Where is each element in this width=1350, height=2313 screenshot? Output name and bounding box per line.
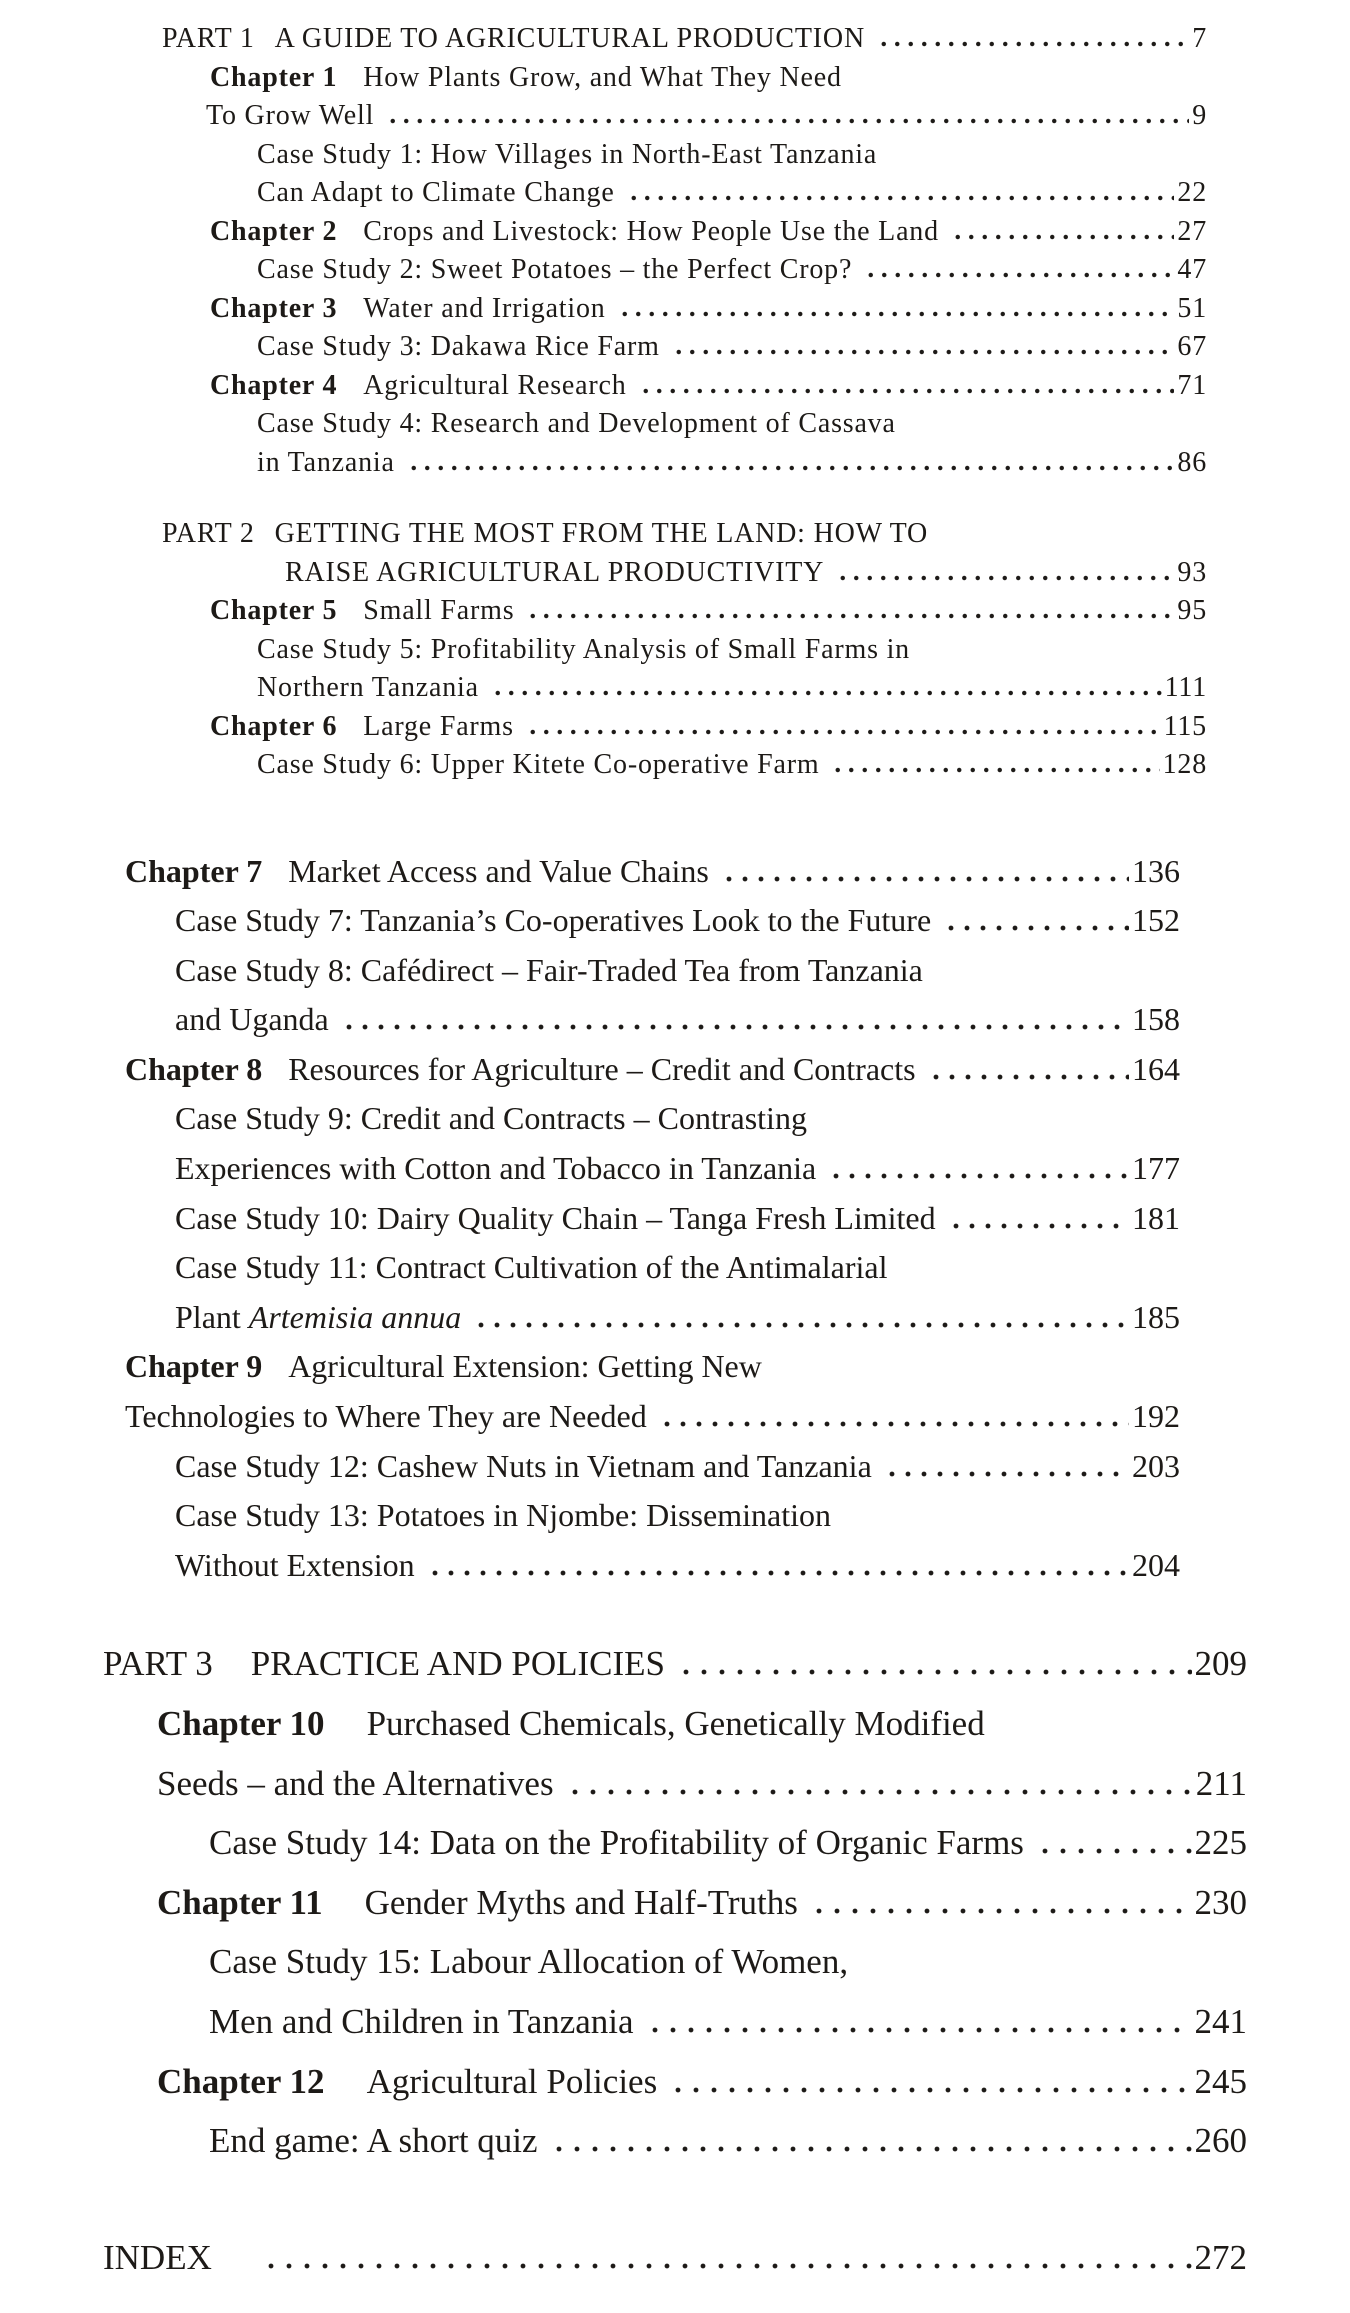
entry-title: Agricultural Policies <box>366 2061 658 2101</box>
dot-leader-line <box>669 347 1175 355</box>
page-number: 204 <box>1132 1546 1180 1583</box>
toc-entry <box>0 294 1350 333</box>
entry-title: Water and Irrigation <box>363 292 606 324</box>
toc-section-chapters-7-9 <box>0 852 1350 1599</box>
entry-title: Case Study 4: Research and Development of Cassava <box>257 408 896 439</box>
entry-title: Can Adapt to Climate Change <box>257 177 615 208</box>
entry-title: Case Study 10: Dairy Quality Chain – Tanga Fresh Limited <box>175 1199 936 1236</box>
page-number: 128 <box>1162 749 1207 780</box>
page-number: 181 <box>1132 1199 1180 1236</box>
page-number: 203 <box>1132 1447 1180 1484</box>
dot-leader-line <box>874 39 1189 47</box>
entry-label: INDEX <box>103 2237 212 2277</box>
entry-title: GETTING THE MOST FROM THE LAND: HOW TO <box>274 518 929 549</box>
toc-entry <box>0 1499 1350 1549</box>
entry-label: Chapter 6 <box>210 710 338 742</box>
entry-title: Case Study 13: Potatoes in Njombe: Dissemination <box>175 1497 831 1534</box>
page-number: 86 <box>1177 446 1207 478</box>
toc-entry <box>0 448 1350 487</box>
entry-title: in Tanzania <box>257 446 395 478</box>
page-number: 67 <box>1177 331 1207 362</box>
page-number: 71 <box>1177 369 1207 401</box>
dot-leader-line <box>615 309 1175 317</box>
page-number: 115 <box>1163 710 1207 742</box>
dot-leader-line <box>1033 1846 1192 1854</box>
toc-section-parts-1-2 <box>0 0 1350 789</box>
toc-entry <box>0 558 1350 597</box>
page-number: 192 <box>1132 1398 1180 1435</box>
dot-leader-line <box>833 573 1174 581</box>
dot-leader-line <box>547 2144 1192 2152</box>
toc-entry <box>0 371 1350 410</box>
toc-entry <box>0 255 1350 294</box>
entry-title: PRACTICE AND POLICIES <box>250 1644 665 1684</box>
toc-entry <box>0 673 1350 712</box>
toc-section-part-3-index <box>0 1646 1350 2299</box>
entry-title: Plant <box>175 1298 249 1335</box>
page-number: 185 <box>1132 1298 1180 1335</box>
entry-title: To Grow Well <box>206 100 375 131</box>
entry-label: Chapter 12 <box>157 2061 325 2101</box>
page-number: 230 <box>1194 1882 1247 1922</box>
toc-entry <box>0 750 1350 789</box>
dot-leader-line <box>404 463 1175 471</box>
entry-label: Chapter 1 <box>210 61 338 93</box>
dot-leader-line <box>656 1419 1129 1427</box>
entry-title: Case Study 8: Cafédirect – Fair-Traded Tea from Tanzania <box>175 951 923 988</box>
entry-label: Chapter 4 <box>210 369 338 401</box>
toc-entry <box>0 1646 1350 1706</box>
toc-entry <box>0 712 1350 751</box>
entry-title: Technologies to Where They are Needed <box>125 1398 647 1435</box>
entry-title: Agricultural Extension: Getting New <box>288 1348 762 1385</box>
entry-label: PART 3 <box>103 1644 213 1684</box>
entry-title: Case Study 7: Tanzania’s Co-operatives Look to the Future <box>175 902 932 939</box>
dot-leader-line <box>383 116 1189 124</box>
entry-title: Case Study 6: Upper Kitete Co-operative Farm <box>257 749 820 780</box>
page-number: 209 <box>1194 1644 1247 1684</box>
dot-leader-line <box>881 1469 1129 1477</box>
toc-entry <box>0 2237 1350 2300</box>
entry-label: Chapter 8 <box>125 1050 263 1087</box>
toc-entry <box>0 1003 1350 1053</box>
entry-title: A GUIDE TO AGRICULTURAL PRODUCTION <box>274 23 865 54</box>
toc-entry <box>0 140 1350 179</box>
entry-title: RAISE AGRICULTURAL PRODUCTIVITY <box>285 556 825 588</box>
dot-leader-line <box>925 1072 1129 1080</box>
entry-title: Case Study 9: Credit and Contracts – Contrasting <box>175 1100 807 1137</box>
entry-title: Purchased Chemicals, Genetically Modified <box>366 1704 985 1743</box>
page-number: 7 <box>1192 23 1207 54</box>
dot-leader-line <box>424 1568 1129 1576</box>
page-number: 177 <box>1132 1150 1180 1187</box>
page-number: 164 <box>1132 1050 1180 1087</box>
dot-leader-line <box>828 765 1159 773</box>
entry-title: Gender Myths and Half-Truths <box>364 1882 798 1922</box>
toc-entry <box>0 1102 1350 1152</box>
toc-entry <box>0 1350 1350 1400</box>
entry-title: Market Access and Value Chains <box>288 852 709 889</box>
page-number: 211 <box>1195 1763 1247 1803</box>
toc-entry <box>0 217 1350 256</box>
entry-title: Case Study 5: Profitability Analysis of Small Farms in <box>257 633 910 665</box>
dot-leader-line <box>718 874 1129 882</box>
page-number: 51 <box>1177 292 1207 324</box>
page-number: 272 <box>1194 2237 1247 2277</box>
page-number: 260 <box>1194 2121 1247 2161</box>
dot-leader-line <box>666 2085 1191 2093</box>
page-number: 95 <box>1177 595 1207 626</box>
toc-entry <box>0 1763 1350 1826</box>
entry-title: Without Extension <box>175 1546 415 1583</box>
toc-entry <box>0 596 1350 635</box>
dot-leader-line <box>807 1906 1192 1914</box>
page-number: 47 <box>1177 254 1207 285</box>
entry-label: Chapter 11 <box>157 1882 323 1922</box>
page-number: 93 <box>1177 556 1207 588</box>
toc-entry <box>0 1546 1350 1599</box>
page-number: 158 <box>1132 1001 1180 1038</box>
entry-title: Experiences with Cotton and Tobacco in Tanzania <box>175 1150 817 1187</box>
dot-leader-line <box>470 1320 1129 1328</box>
entry-title: Case Study 1: How Villages in North-East Tanzania <box>257 138 878 170</box>
entry-title: Resources for Agriculture – Credit and Contracts <box>288 1050 916 1087</box>
toc-entry <box>0 1199 1350 1252</box>
toc-entry <box>0 2001 1350 2064</box>
toc-entry <box>0 1825 1350 1885</box>
entry-title: Case Study 2: Sweet Potatoes – the Perfect Crop? <box>257 254 853 285</box>
dot-leader-line <box>488 688 1162 696</box>
toc-entry <box>0 24 1350 63</box>
entry-title: Small Farms <box>363 595 515 626</box>
toc-entry <box>0 852 1350 905</box>
entry-label: Chapter 3 <box>210 292 338 324</box>
toc-entry <box>0 1152 1350 1202</box>
toc-entry <box>0 1706 1350 1766</box>
dot-leader-line <box>624 193 1175 201</box>
entry-title: Men and Children in Tanzania <box>209 2001 634 2041</box>
toc-entry <box>0 1882 1350 1945</box>
page-number: 9 <box>1192 100 1207 131</box>
toc-entry <box>0 63 1350 102</box>
toc-entry <box>0 409 1350 448</box>
entry-title: Case Study 14: Data on the Profitability of Organic Farms <box>209 1823 1024 1863</box>
entry-label: Chapter 10 <box>157 1704 325 1743</box>
page-number: 136 <box>1132 852 1180 889</box>
dot-leader-line <box>674 1667 1192 1675</box>
toc-entry <box>0 2061 1350 2124</box>
dot-leader-line <box>338 1022 1129 1030</box>
page-number: 241 <box>1194 2001 1247 2041</box>
dot-leader-line <box>948 232 1174 240</box>
toc-entry <box>0 904 1350 954</box>
toc-entry <box>0 332 1350 371</box>
entry-title: Crops and Livestock: How People Use the Land <box>363 215 939 247</box>
toc-entry <box>0 951 1350 1004</box>
entry-label: PART 1 <box>162 23 255 54</box>
toc-entry <box>0 519 1350 558</box>
toc-entry <box>0 1944 1350 2004</box>
toc-entry <box>0 635 1350 674</box>
dot-leader-line <box>940 923 1129 931</box>
page-number: 152 <box>1132 902 1180 939</box>
entry-title: Northern Tanzania <box>257 672 479 703</box>
toc-entry <box>0 101 1350 140</box>
toc-entry <box>0 1251 1350 1301</box>
toc-entry <box>0 1050 1350 1103</box>
dot-leader-line <box>523 727 1161 735</box>
entry-label: Chapter 9 <box>125 1348 263 1385</box>
entry-label: Chapter 2 <box>210 215 338 247</box>
dot-leader-line <box>259 2261 1192 2269</box>
page-number: 225 <box>1194 1823 1247 1863</box>
page-number: 111 <box>1164 672 1207 703</box>
page-number: 245 <box>1194 2061 1247 2101</box>
entry-label: Chapter 7 <box>125 852 263 889</box>
entry-title: and Uganda <box>175 1001 329 1038</box>
dot-leader-line <box>825 1171 1129 1179</box>
entry-title: How Plants Grow, and What They Need <box>363 61 842 93</box>
toc-entry <box>0 178 1350 217</box>
entry-title: Case Study 15: Labour Allocation of Women, <box>209 1942 849 1982</box>
entry-label: Chapter 5 <box>210 595 338 626</box>
dot-leader-line <box>643 2025 1192 2033</box>
toc-entry <box>0 1447 1350 1500</box>
entry-label: PART 2 <box>162 518 255 549</box>
page-number: 27 <box>1177 215 1207 247</box>
dot-leader-line <box>861 270 1174 278</box>
toc-entry <box>0 1298 1350 1351</box>
dot-leader-line <box>523 611 1174 619</box>
page-number: 22 <box>1177 177 1207 208</box>
entry-title-italic: Artemisia annua <box>248 1298 462 1335</box>
dot-leader-line <box>636 386 1175 394</box>
entry-title: Case Study 12: Cashew Nuts in Vietnam and Tanzania <box>175 1447 872 1484</box>
entry-title: End game: A short quiz <box>209 2121 538 2161</box>
dot-leader-line <box>563 1787 1193 1795</box>
entry-title: Seeds – and the Alternatives <box>157 1763 554 1803</box>
entry-title: Large Farms <box>363 710 514 742</box>
toc-entry <box>0 1400 1350 1450</box>
entry-title: Case Study 3: Dakawa Rice Farm <box>257 331 660 362</box>
entry-title: Case Study 11: Contract Cultivation of the Antimalarial <box>175 1249 888 1286</box>
entry-title: Agricultural Research <box>363 369 627 401</box>
toc-entry <box>0 2123 1350 2183</box>
dot-leader-line <box>945 1221 1129 1229</box>
